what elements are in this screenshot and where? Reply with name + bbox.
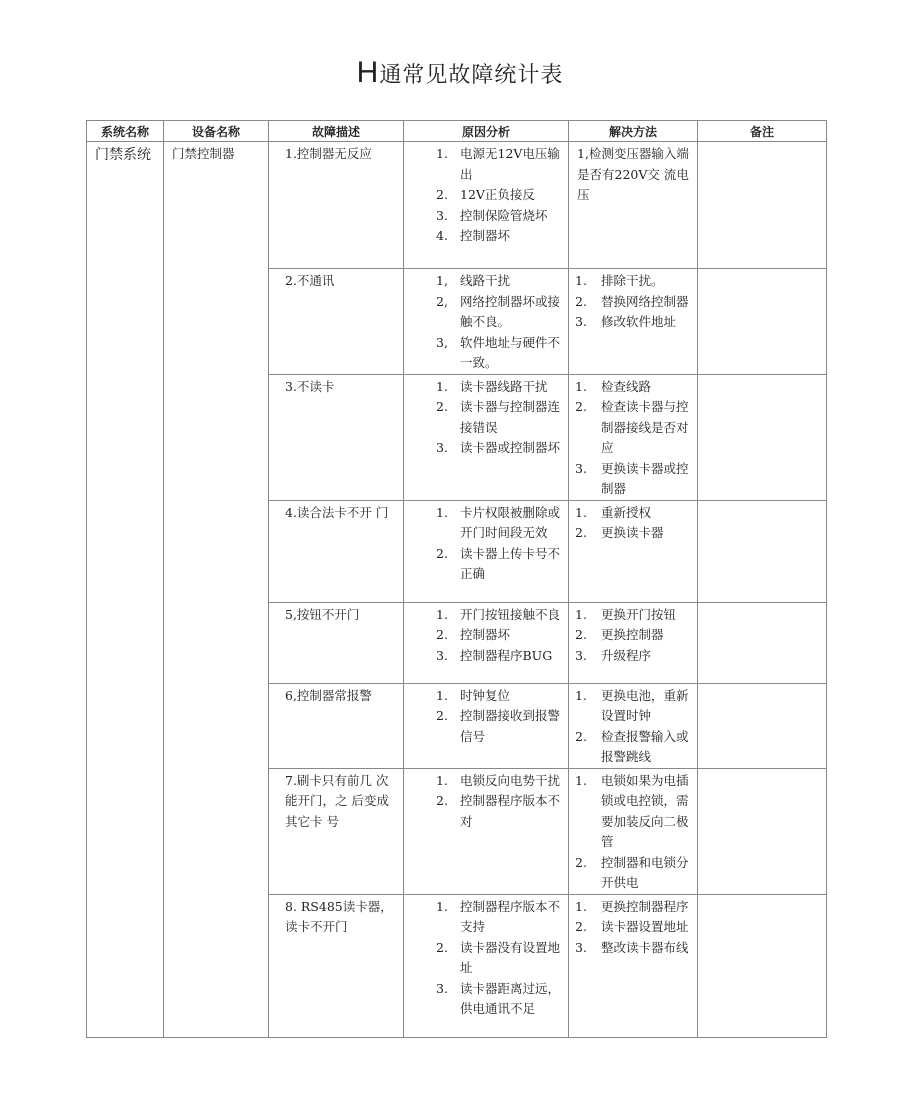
solution-item-text: 读卡器设置地址 [601,919,689,934]
cause-item-number: 2. [436,399,448,414]
cause-item [436,438,564,459]
solution-item-text: 更换读卡器或控制器 [601,460,689,496]
solution-item-number: 2. [575,627,587,642]
cause-item-text: 电源无12V电压输出 [460,146,560,182]
solution-cell [569,374,698,500]
cause-item-text: 读卡器上传卡号不正确 [460,545,561,581]
cause-item-text: 开门按钮接触不良 [460,606,561,622]
header-system: 系统名称 [87,121,164,142]
cause-item-text: 读卡器距离过远，供电通讯不足 [460,980,561,1016]
solution-cell [569,894,698,1037]
cause-item [436,938,564,979]
cause-analysis-cell [404,374,569,500]
solution-item-text: 更换电池，重新设置时钟 [601,687,689,723]
cause-item-text: 电锁反向电势干扰 [460,772,561,788]
cause-item-number: 1. [436,687,448,703]
cause-item-number: 1. [436,378,448,394]
solution-item-number: 2. [575,919,587,934]
solution-item-text: 检查报警输入或报警跳线 [601,728,689,764]
cause-item-text: 时钟复位 [460,687,511,703]
solution-item-text: 更换读卡器 [601,525,664,540]
note-cell [698,269,827,375]
cause-item [436,544,564,585]
solution-item [575,523,693,544]
cause-item-text: 控制保险管烧坏 [460,207,548,223]
cause-analysis-cell [404,768,569,894]
fault-description-cell: 4.读合法卡不开 门 [269,500,404,602]
solution-cell [569,683,698,768]
fault-description-cell: 5,按钮不开门 [269,602,404,683]
cause-item-number: 1. [436,898,448,914]
table-header-row [87,121,827,142]
note-cell [698,500,827,602]
solution-cell [569,768,698,894]
table-row [87,142,827,269]
solution-item [575,686,693,727]
solution-text: 1,检测变压器输入端是否有220V交 流电压 [577,146,689,202]
solution-item-text: 整改读卡器布线 [601,939,689,955]
cause-item-text: 控制器程序BUG [460,647,553,663]
cause-item-text: 网络控制器坏或接触不良。 [460,293,561,329]
device-name-cell: 门禁控制器 [164,142,269,1038]
solution-item-text: 升级程序 [601,647,652,663]
title-prefix: H [356,56,380,89]
cause-item-number: 2, [436,293,448,309]
fault-description-cell: 1.控制器无反应 [269,142,404,269]
solution-item [575,625,693,646]
solution-item-text: 检查线路 [601,378,652,394]
cause-item-number: 2. [436,187,448,202]
cause-item [436,625,564,646]
note-cell [698,142,827,269]
solution-item [575,917,693,938]
header-solution: 解决方法 [569,121,698,142]
note-cell [698,894,827,1037]
cause-item-text: 12V正负接反 [460,187,535,202]
cause-item [436,979,564,1020]
solution-item [575,503,693,524]
page-title [0,56,920,90]
fault-table [86,120,827,1038]
header-note: 备注 [698,121,827,142]
note-cell [698,683,827,768]
cause-analysis-cell [404,894,569,1037]
cause-item [436,503,564,544]
cause-item-number: 3. [436,980,448,996]
cause-item [436,206,564,227]
solution-item-number: 2. [575,293,587,309]
cause-item-number: 2. [436,939,448,955]
solution-item-text: 替换网络控制器 [601,293,689,309]
cause-item [436,397,564,438]
cause-item-number: 3, [436,334,448,350]
cause-item-text: 读卡器或控制器坏 [460,440,561,455]
cause-item-number: 1. [436,772,448,788]
solution-item [575,605,693,626]
cause-item [436,686,564,707]
solution-item [575,292,693,313]
cause-item-number: 2. [436,627,448,642]
solution-item [575,646,693,667]
cause-item-number: 1. [436,504,448,520]
solution-item-number: 1. [575,898,587,914]
solution-item [575,938,693,959]
solution-item-text: 更换控制器 [601,627,664,642]
note-cell [698,602,827,683]
cause-item [436,185,564,206]
solution-item-text: 更换控制器程序 [601,898,689,914]
cause-analysis-cell [404,269,569,375]
solution-item-number: 2. [575,399,587,414]
solution-item [575,771,693,853]
cause-item [436,605,564,626]
solution-item-number: 3. [575,314,587,329]
cause-item-number: 3. [436,440,448,455]
cause-item [436,791,564,832]
solution-item-number: 1. [575,273,587,288]
solution-item-text: 重新授权 [601,504,652,520]
note-cell [698,768,827,894]
solution-item [575,459,693,500]
system-name-cell: 门禁系统 [87,142,164,1038]
solution-item-text: 修改软件地址 [601,314,677,329]
solution-cell [569,142,698,269]
solution-item [575,897,693,918]
solution-item [575,377,693,398]
cause-item [436,333,564,374]
cause-item [436,226,564,247]
solution-item-number: 1. [575,504,587,520]
solution-item-number: 1. [575,772,587,788]
cause-item-number: 1, [436,273,448,288]
cause-item-text: 卡片权限被删除或开门时间段无效 [460,504,561,540]
cause-item-text: 控制器程序版本不支持 [460,898,561,934]
fault-description-cell: 3.不读卡 [269,374,404,500]
fault-description-cell: 7.刷卡只有前几 次能开门，之 后变成其它卡 号 [269,768,404,894]
cause-item-number: 1. [436,606,448,622]
solution-item-number: 3. [575,460,587,476]
solution-item [575,853,693,894]
solution-item-number: 3. [575,647,587,663]
cause-item [436,706,564,747]
solution-item-number: 2. [575,525,587,540]
solution-item-number: 2. [575,728,587,744]
note-cell [698,374,827,500]
solution-cell [569,500,698,602]
cause-item [436,377,564,398]
cause-item [436,292,564,333]
cause-item-number: 3. [436,207,448,223]
fault-description-cell: 2.不通讯 [269,269,404,375]
header-description: 故障描述 [269,121,404,142]
solution-item-text: 电锁如果为电插锁或电控锁，需要加装反向二极管 [601,772,689,849]
fault-description-cell: 8. RS485读卡器，读卡不开门 [269,894,404,1037]
solution-item-number: 1. [575,687,587,703]
cause-item-text: 读卡器线路干扰 [460,378,548,394]
cause-item [436,771,564,792]
cause-item-text: 控制器程序版本不对 [460,793,561,829]
cause-item [436,897,564,938]
solution-cell [569,269,698,375]
solution-item-number: 2. [575,854,587,870]
solution-item-text: 更换开门按钮 [601,606,677,622]
cause-item [436,646,564,667]
cause-analysis-cell [404,683,569,768]
cause-item-number: 1. [436,146,448,161]
solution-item [575,271,693,292]
header-device: 设备名称 [164,121,269,142]
solution-item [575,397,693,459]
title-main: 通常见故障统计表 [379,63,564,88]
cause-item-text: 控制器接收到报警信号 [460,708,561,744]
solution-item-text: 排除干扰。 [601,273,664,288]
solution-item-number: 3. [575,939,587,955]
cause-item-number: 4. [436,228,448,243]
solution-item-number: 1. [575,606,587,622]
solution-cell [569,602,698,683]
cause-item-text: 读卡器没有设置地址 [460,939,561,975]
solution-item [575,312,693,333]
solution-item-text: 检查读卡器与控制器接线是否对应 [601,399,689,455]
solution-item [575,727,693,768]
cause-analysis-cell [404,602,569,683]
cause-item-text: 控制器坏 [460,228,511,243]
solution-item-text: 控制器和电锁分开供电 [601,854,689,890]
cause-item-number: 2. [436,708,448,723]
cause-item [436,144,564,185]
cause-item-text: 控制器坏 [460,627,511,642]
cause-item-number: 2. [436,793,448,808]
cause-item-text: 读卡器与控制器连接错误 [460,399,561,435]
cause-item-number: 2. [436,545,448,561]
header-cause: 原因分析 [404,121,569,142]
cause-item-text: 软件地址与硬件不一致。 [460,334,561,370]
cause-item [436,271,564,292]
cause-item-number: 3. [436,647,448,663]
cause-item-text: 线路干扰 [460,273,511,288]
cause-analysis-cell [404,500,569,602]
fault-description-cell: 6,控制器常报警 [269,683,404,768]
cause-analysis-cell [404,142,569,269]
solution-item-number: 1. [575,378,587,394]
